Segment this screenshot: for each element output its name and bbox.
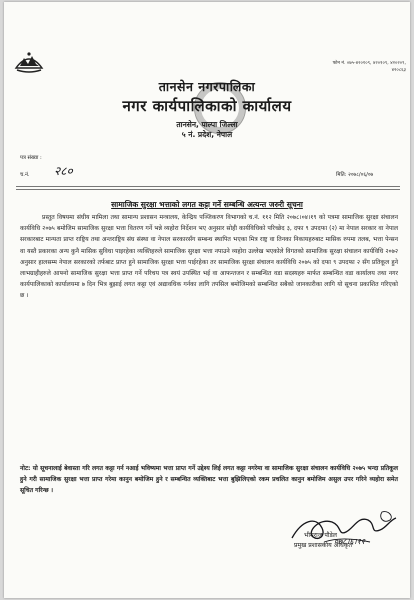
nepal-emblem-icon — [14, 48, 44, 74]
signatory-title: प्रमुख प्रशासकीय अधिकृत — [294, 542, 353, 549]
dispatch-number-label: च.नं. — [20, 172, 30, 178]
contact-numbers — [330, 60, 406, 74]
handwritten-signature — [272, 502, 402, 558]
address-line-1: तानसेन, पाल्पा जिल्ला — [176, 120, 238, 129]
header-divider — [16, 186, 400, 187]
office-address — [4, 120, 410, 140]
letter-page — [4, 2, 410, 598]
body-note-paragraph: नोट: यो सूचनालाई बेवास्ता गरि लगत कट्टा गर्न नआई भविष्यमा भत्ता प्राप्त गर्ने उद्देश्य लिई लगत कट्टा नगरेमा वा सामाजिक सुरक्षा संचालन कार्यविधि २०७५ भन्दा प्रतिकूल हुने गरी सामाजिक सुरक्षा भत्ता प्राप्त गरेमा कानुन बमोजिम हुने र सम्बन्धित व्यक्तिबाट भत्ता बुझिलिएको रकम प्रचलित कानुन बमोजिम असुल उपर गरिने व्यहोरा समेत सूचित गरिन्छ । — [20, 465, 398, 495]
contact-line: फोन नं. ०७५-४२०१०९, ४२०१०९, ४२०२०९, — [332, 61, 406, 66]
office-name: नगर कार्यपालिकाको कार्यालय — [122, 97, 292, 115]
subject-text: सामाजिक सुरक्षा भत्ताको लगत कट्टा गर्ने सम्बन्धि अत्यन्त जरुरी सूचना — [111, 200, 303, 209]
letter-number-label: पत्र संख्या : — [20, 155, 42, 161]
address-line-2: ५ नं. प्रदेश, नेपाल — [181, 130, 233, 139]
signatory-name: भीमराज पौडेल — [304, 532, 337, 539]
notice-subject — [4, 200, 410, 210]
dispatch-number-handwritten: २८० — [54, 164, 73, 178]
header-divider-2 — [16, 189, 400, 190]
letter-date: मिति: २०७८/०६/०७ — [336, 172, 374, 178]
org-name: तानसेन नगरपालिका — [158, 79, 256, 94]
signature-handwritten-date: ०७८।६।१२ — [334, 537, 366, 546]
contact-line: ४२०८६३ — [391, 68, 406, 73]
body-paragraph-1: प्रस्तुत विषयमा संघीय मामिला तथा सामान्य प्रशासन मन्त्रालय, केन्द्रिय पञ्जिकरण विभागको च.नं. ११२ मिति २०७८।०४।१९ को पत्रमा सामाजिक सुरक्षा संचालन कार्यविधि २०७५ बमोजिम सामाजिक सुरक्षा भत्ता वितरण गर्ने भन्ने व्यहोरा निर्देशन भए अनुसार सोही कार्यविधिको परिच्छेद ३, दफा ९ उपदफा (२) मा नेपाल सरकार वा नेपाल सरकारबाट मान्यता प्राप्त राष्ट्रिय तथा अन्तराष्ट्रिय संघ संस्था वा नेपाल सरकारसँग सम्बन्ध स्थापित भएका मित्र राष्ट्र वा तिनका निकायहरुबाट मासिक रुपमा तलब, भत्ता पेन्सन वा यस्तै प्रकारका अन्य कुनै मासिक सुविधा पाइरहेका व्यक्तिहरुले सामाजिक सुरक्षा भत्ता नपाउने व्यहोरा उल्लेख भएकोले विगतको सामाजिक सुरक्षा संचालन कार्यविधि २०७२ अनुसार हालसम्म नेपाल सरकारको तर्फबाट प्राप्त हुने सामाजिक सुरक्षा भत्ता पाईरहेका तर सामाजिक सुरक्षा संचालन कार्यविधि २०७५ को दफा ९ उपदफा २ सँग प्रतिकूल हुने लाभग्राहीहरुले आफ्नो सामाजिक सुरक्षा भत्ता प्राप्त गर्ने परिचय पत्र स्वयं उपस्थित भई वा आफन्तजन र सम्बन्धित वडा सदस्यहरु मार्फत सम्बन्धित वडा कार्यालय तथा नगर कार्यपालिकाको कार्यालयमा ७ दिन भित्र बुझाई लगत कट्टा एवं अद्यावधिक गर्नका लागि तपसिल बमोजिमको सम्बन्धित सबैको जानकारीका लागि यो सूचना प्रकाशित गरिएको छ । — [20, 214, 398, 300]
